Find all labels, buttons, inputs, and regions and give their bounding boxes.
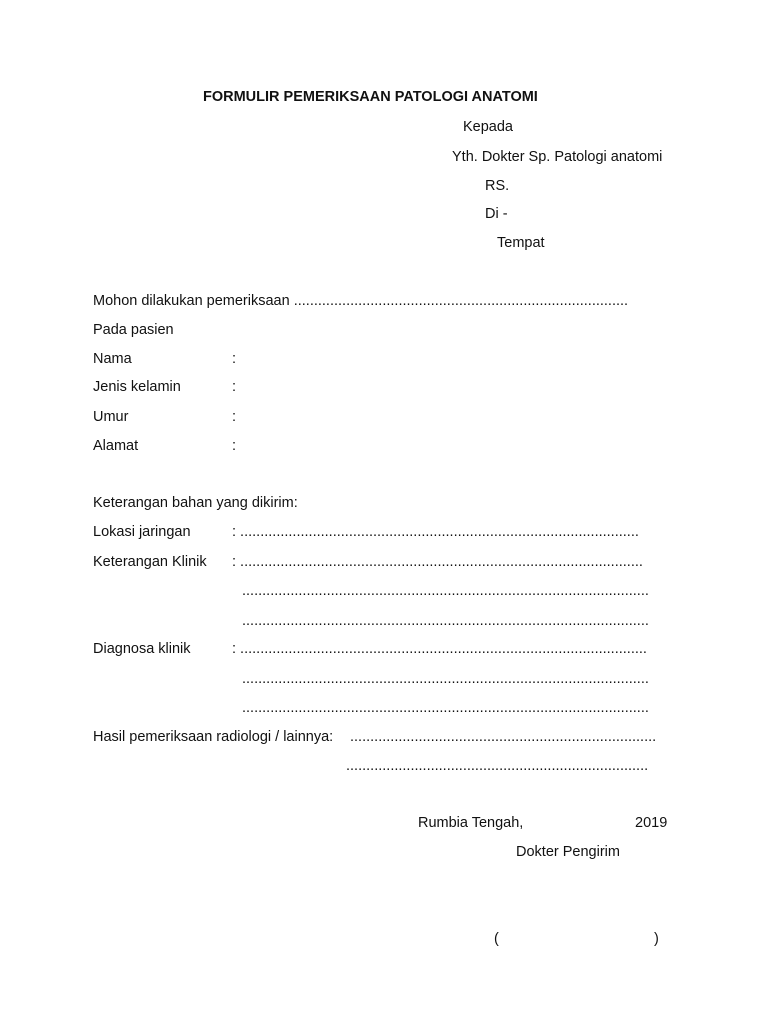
diagnosa-klinik-label: Diagnosa klinik [93,641,191,657]
umur-label: Umur [93,409,129,425]
specimen-heading: Keterangan bahan yang dikirim: [93,495,298,511]
jenis-kelamin-colon: : [232,379,237,395]
hasil-radiologi-cont: ........................................................................... [346,758,649,774]
jenis-kelamin-label: Jenis kelamin [93,379,181,395]
hasil-radiologi-label: Hasil pemeriksaan radiologi / lainnya: [93,729,334,745]
alamat-colon: : [232,438,237,454]
keterangan-klinik-cont-1: ..................................................................................................... [242,583,649,599]
recipient-tempat: Tempat [497,235,545,251]
keterangan-klinik-label: Keterangan Klinik [93,554,207,570]
signature-paren-open: ( [494,931,499,947]
diagnosa-klinik-cont-1: ..................................................................................................... [242,671,649,687]
hasil-radiologi-value: ............................................................................ [350,729,657,745]
signature-paren-close: ) [654,931,659,947]
diagnosa-klinik-value: : ..................................................................................................... [232,641,647,657]
form-title: FORMULIR PEMERIKSAAN PATOLOGI ANATOMI [203,89,538,105]
keterangan-klinik-cont-2: ..................................................................................................... [242,613,649,629]
recipient-rs: RS. [485,178,510,194]
diagnosa-klinik-cont-2: ..................................................................................................... [242,700,649,716]
nama-label: Nama [93,351,132,367]
footer-place: Rumbia Tengah, [418,815,524,831]
recipient-di: Di - [485,206,508,222]
alamat-label: Alamat [93,438,139,454]
keterangan-klinik-value: : .................................................................................................... [232,554,643,570]
request-line: Mohon dilakukan pemeriksaan ................................................................................... [93,293,629,309]
lokasi-jaringan-value: : ................................................................................................... [232,524,639,540]
footer-year: 2019 [635,815,668,831]
umur-colon: : [232,409,237,425]
footer-sender: Dokter Pengirim [516,844,620,860]
pada-pasien-label: Pada pasien [93,322,174,338]
recipient-kepada: Kepada [463,119,513,135]
nama-colon: : [232,351,237,367]
recipient-yth: Yth. Dokter Sp. Patologi anatomi [452,149,663,165]
lokasi-jaringan-label: Lokasi jaringan [93,524,191,540]
